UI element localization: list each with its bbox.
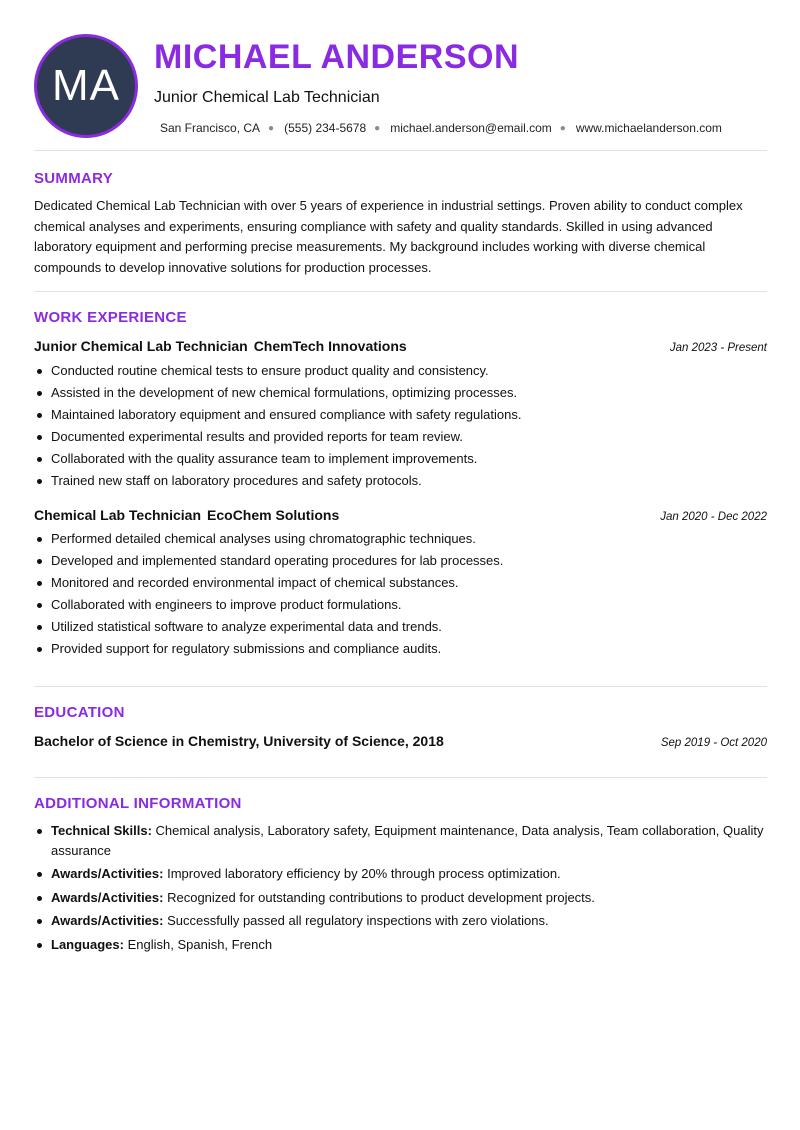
job-company: EcoChem Solutions bbox=[207, 507, 340, 523]
list-item: Assisted in the development of new chemical formulations, optimizing processes. bbox=[34, 382, 767, 404]
experience-heading: WORK EXPERIENCE bbox=[34, 309, 187, 326]
list-item: Conducted routine chemical tests to ensure product quality and consistency. bbox=[34, 360, 767, 382]
info-label: Awards/Activities: bbox=[51, 889, 164, 905]
contact-location: San Francisco, CA bbox=[160, 121, 261, 135]
contact-website[interactable]: www.michaelanderson.com bbox=[575, 121, 722, 135]
job-dates: Jan 2023 - Present bbox=[669, 342, 767, 354]
info-text: English, Spanish, French bbox=[127, 936, 273, 952]
info-label: Awards/Activities: bbox=[51, 866, 164, 881]
education-entry bbox=[34, 733, 767, 749]
separator-dot-icon: ● bbox=[559, 122, 566, 134]
job-role: Chemical Lab Technician bbox=[34, 507, 202, 523]
list-item: Developed and implemented standard operating procedures for lab processes. bbox=[34, 550, 767, 572]
list-item: Documented experimental results and provided reports for team review. bbox=[34, 426, 767, 448]
job-header bbox=[34, 507, 767, 525]
job-bullet-list bbox=[34, 360, 767, 492]
separator-dot-icon: ● bbox=[268, 122, 275, 134]
info-text: Chemical analysis, Laboratory safety, Equipment maintenance, Data analysis, Team collaboration, Quality assurance bbox=[51, 823, 764, 858]
separator-dot-icon: ● bbox=[374, 122, 381, 134]
divider bbox=[34, 777, 767, 778]
job-company: ChemTech Innovations bbox=[253, 338, 407, 354]
candidate-title: Junior Chemical Lab Technician bbox=[154, 89, 380, 106]
education-degree: Bachelor of Science in Chemistry, University of Science, 2018 bbox=[34, 733, 444, 749]
list-item: Provided support for regulatory submissions and compliance audits. bbox=[34, 638, 767, 660]
divider bbox=[34, 291, 767, 292]
info-label: Languages: bbox=[51, 936, 124, 952]
avatar-initials: MA bbox=[52, 61, 120, 110]
additional-list bbox=[34, 821, 767, 958]
job-dates: Jan 2020 - Dec 2022 bbox=[660, 511, 767, 523]
summary-heading: SUMMARY bbox=[34, 170, 114, 187]
education-dates: Sep 2019 - Oct 2020 bbox=[660, 737, 767, 749]
contact-line bbox=[160, 121, 722, 135]
list-item: Performed detailed chemical analyses using chromatographic techniques. bbox=[34, 528, 767, 550]
list-item bbox=[34, 911, 767, 931]
list-item: Maintained laboratory equipment and ensured compliance with safety regulations. bbox=[34, 404, 767, 426]
list-item: Monitored and recorded environmental impact of chemical substances. bbox=[34, 572, 767, 594]
job-title-company bbox=[34, 338, 407, 356]
list-item: Collaborated with engineers to improve product formulations. bbox=[34, 594, 767, 616]
info-label: Technical Skills: bbox=[51, 823, 152, 838]
info-text: Improved laboratory efficiency by 20% through process optimization. bbox=[167, 866, 561, 881]
divider bbox=[34, 150, 767, 151]
info-text: Recognized for outstanding contributions to product development projects. bbox=[167, 889, 595, 905]
list-item bbox=[34, 864, 767, 884]
list-item: Collaborated with the quality assurance team to implement improvements. bbox=[34, 448, 767, 470]
list-item bbox=[34, 888, 767, 908]
avatar bbox=[34, 34, 138, 138]
education-heading: EDUCATION bbox=[34, 704, 125, 721]
list-item bbox=[34, 821, 767, 860]
list-item: Utilized statistical software to analyze experimental data and trends. bbox=[34, 616, 767, 638]
info-text: Successfully passed all regulatory inspections with zero violations. bbox=[167, 913, 549, 928]
list-item: Trained new staff on laboratory procedures and safety protocols. bbox=[34, 470, 767, 492]
info-label: Awards/Activities: bbox=[51, 913, 164, 928]
additional-heading: ADDITIONAL INFORMATION bbox=[34, 795, 242, 812]
list-item bbox=[34, 935, 767, 955]
job-bullet-list bbox=[34, 528, 767, 660]
summary-text: Dedicated Chemical Lab Technician with over 5 years of experience in industrial settings. Proven ability to conduct complex chemical analyses and experiments, ensuring compliance with safety and quality standards. Skilled in using advanced laboratory equipment and performing precise measurements. My background includes working with diverse chemical compounds to develop innovative solutions for production processes. bbox=[34, 198, 743, 275]
contact-phone: (555) 234-5678 bbox=[284, 121, 367, 135]
divider bbox=[34, 686, 767, 687]
contact-email[interactable]: michael.anderson@email.com bbox=[390, 121, 552, 135]
candidate-name: MICHAEL ANDERSON bbox=[154, 38, 520, 76]
job-role: Junior Chemical Lab Technician bbox=[34, 338, 248, 354]
job-header bbox=[34, 338, 767, 356]
job-title-company bbox=[34, 507, 339, 525]
